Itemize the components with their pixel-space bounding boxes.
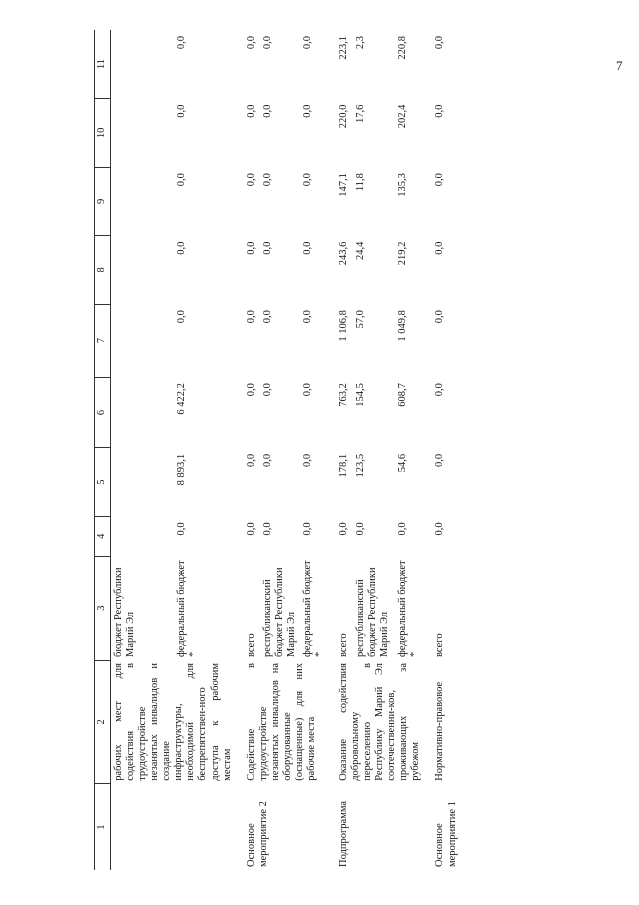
section-name (111, 784, 236, 870)
value-cell: 0,0 (301, 383, 313, 397)
value-cell: 0,0 (434, 36, 446, 50)
value-cell: 123,5 (354, 453, 366, 478)
value-cell: 763,2 (338, 383, 349, 407)
rotated-page (94, 30, 614, 870)
value-cell: 223,1 (338, 36, 349, 60)
value-cell: 0,0 (245, 36, 257, 50)
value-cell: 0,0 (261, 383, 273, 397)
value-cell: 54,6 (396, 453, 408, 473)
spacer-cell (236, 30, 244, 870)
value-cell: 2,3 (354, 36, 366, 50)
value-cell: 0,0 (434, 310, 446, 324)
section-name: Основное мероприятие 1 (434, 801, 458, 867)
measure-description: Содействие в трудоустройстве незанятых инвалидов на оборудованные (оснащенные) для них рабочие места (245, 663, 317, 781)
value-cell: 0,0 (245, 522, 257, 536)
col-header: 4 (95, 516, 111, 556)
value-cell (111, 167, 174, 236)
table-row (111, 30, 174, 870)
page-number: 7 (616, 58, 623, 73)
col-header: 9 (95, 167, 111, 236)
value-cell: 0,0 (175, 36, 187, 50)
value-cell: 135,3 (396, 173, 408, 197)
value-cell: 0,0 (434, 173, 446, 187)
measure-description: Нормативно-правовое (434, 681, 446, 781)
spacer-cell (328, 30, 336, 870)
budget-table (94, 30, 461, 870)
value-cell (111, 99, 174, 168)
row-spacer (236, 30, 244, 870)
value-cell: 0,0 (261, 310, 273, 324)
funding-source: всего (245, 633, 257, 658)
value-cell (111, 516, 174, 556)
value-cell (111, 236, 174, 305)
funding-source: республиканский бюджет Республики Марий Эл (354, 567, 390, 658)
row-spacer (424, 30, 432, 870)
value-cell: 8 893,1 (175, 453, 187, 486)
value-cell: 154,5 (354, 383, 366, 407)
section-name: Основное мероприятие 2 (245, 801, 269, 867)
funding-source: бюджет Республики Марий Эл (113, 567, 137, 658)
value-cell (111, 448, 174, 517)
value-cell: 0,0 (261, 453, 273, 467)
measure-description: Оказание содействия добровольному переселению в Республику Марий Эл соотечественни-ков, проживающих за рубежом (338, 663, 422, 781)
value-cell: 0,0 (301, 310, 313, 324)
value-cell: 608,7 (396, 383, 408, 407)
funding-source: федеральный бюджет * (396, 560, 420, 658)
value-cell: 0,0 (245, 453, 257, 467)
col-header: 3 (95, 556, 111, 660)
col-header: 7 (95, 304, 111, 377)
value-cell: 0,0 (434, 453, 446, 467)
value-cell: 1 049,8 (396, 310, 408, 342)
value-cell: 0,0 (261, 522, 273, 536)
value-cell: 0,0 (301, 453, 313, 467)
value-cell (111, 30, 174, 99)
value-cell: 17,6 (354, 104, 366, 123)
col-header: 11 (95, 30, 111, 99)
table-row (336, 30, 353, 870)
table-body (111, 30, 461, 870)
value-cell: 0,0 (245, 241, 257, 255)
value-cell: 220,8 (396, 36, 408, 60)
value-cell: 0,0 (301, 522, 313, 536)
value-cell: 147,1 (338, 173, 349, 197)
value-cell: 0,0 (245, 173, 257, 187)
value-cell: 0,0 (338, 522, 349, 536)
value-cell: 0,0 (245, 310, 257, 324)
spacer-cell (424, 30, 432, 870)
value-cell: 0,0 (434, 522, 446, 536)
value-cell: 0,0 (175, 241, 187, 255)
value-cell: 219,2 (396, 241, 408, 266)
col-header: 6 (95, 377, 111, 448)
value-cell: 0,0 (245, 383, 257, 397)
value-cell: 0,0 (261, 173, 273, 187)
col-header: 1 (95, 784, 111, 870)
column-number-row (95, 30, 111, 870)
col-header: 10 (95, 99, 111, 168)
col-header: 8 (95, 236, 111, 305)
funding-source: республиканский бюджет Республики Марий Эл (261, 567, 297, 658)
value-cell: 202,4 (396, 104, 408, 129)
value-cell: 0,0 (175, 522, 187, 536)
value-cell: 0,0 (354, 522, 366, 536)
value-cell: 11,8 (354, 173, 366, 192)
col-header: 2 (95, 660, 111, 784)
funding-source: федеральный бюджет * (175, 560, 199, 658)
value-cell: 1 106,8 (338, 310, 349, 342)
value-cell: 0,0 (261, 241, 273, 255)
measure-description: рабочих мест для содействия в трудоустройстве незанятых инвалидов и создание инфраструктуры, необходимой для беспрепятствен-ного доступа к рабочим местам (113, 663, 233, 781)
value-cell: 0,0 (261, 36, 273, 50)
col-header: 5 (95, 448, 111, 517)
table-row (244, 30, 260, 870)
value-cell (111, 377, 174, 448)
value-cell: 0,0 (301, 173, 313, 187)
value-cell: 6 422,2 (175, 383, 187, 415)
section-name: Подпрограмма (338, 800, 349, 867)
funding-source: всего (338, 633, 349, 658)
value-cell: 0,0 (434, 104, 446, 118)
value-cell: 0,0 (301, 104, 313, 118)
value-cell: 0,0 (175, 310, 187, 324)
value-cell: 243,6 (338, 241, 349, 266)
value-cell: 57,0 (354, 310, 366, 329)
funding-source: всего (434, 633, 446, 658)
value-cell: 0,0 (301, 241, 313, 255)
table-row (432, 30, 460, 870)
value-cell (111, 304, 174, 377)
value-cell: 0,0 (434, 383, 446, 397)
value-cell: 0,0 (175, 173, 187, 187)
value-cell: 220,0 (338, 104, 349, 129)
value-cell: 0,0 (175, 104, 187, 118)
value-cell: 24,4 (354, 241, 366, 261)
value-cell: 0,0 (261, 104, 273, 118)
funding-source: федеральный бюджет * (301, 560, 325, 658)
value-cell: 0,0 (396, 522, 408, 536)
row-spacer (328, 30, 336, 870)
value-cell: 0,0 (301, 36, 313, 50)
value-cell: 178,1 (338, 453, 349, 478)
value-cell: 0,0 (434, 241, 446, 255)
value-cell: 0,0 (245, 104, 257, 118)
